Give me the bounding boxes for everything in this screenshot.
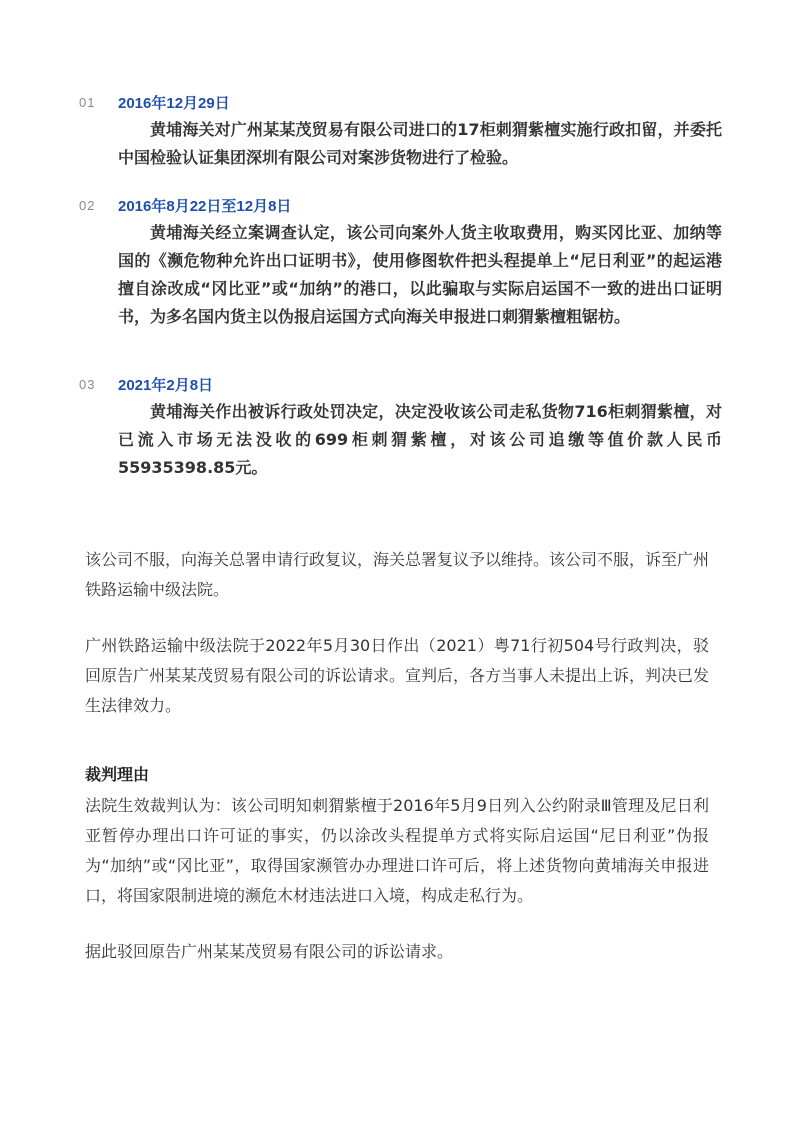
- entry-number: 02: [79, 198, 96, 213]
- reasoning-paragraph: 法院生效裁判认为：该公司明知刺猬紫檀于2016年5月9日列入公约附录Ⅲ管理及尼日利亚暂停办理出口许可证的事实，仍以涂改头程提单方式将实际启运国“尼日利亚”伪报为“加纳”或“冈比亚”，取得国家濒管办办理进口许可后，将上述货物向黄埔海关申报进口，将国家限制进境的濒危木材违法进口入境，构成走私行为。: [85, 796, 709, 905]
- entry-text: 黄埔海关对广州某某茂贸易有限公司进口的17柜刺猬紫檀实施行政扣留，并委托中国检验认证集团深圳有限公司对案涉货物进行了检验。: [118, 120, 722, 167]
- entry-date: 2016年12月29日: [118, 95, 230, 112]
- judgment-paragraph: 广州铁路运输中级法院于2022年5月30日作出（2021）粤71行初504号行政判决，驳回原告广州某某茂贸易有限公司的诉讼请求。宣判后，各方当事人未提出上诉，判决已发生法律效力。: [85, 636, 710, 715]
- entry-text: 黄埔海关经立案调查认定，该公司向案外人货主收取费用，购买冈比亚、加纳等国的《濒危物种允许出口证明书》，使用修图软件把头程提单上“尼日利亚”的起运港擅自涂改成“冈比亚”或“加纳”的港口，以此骗取与实际启运国不一致的进出口证明书，为多名国内货主以伪报启运国方式向海关申报进口刺猬紫檀粗锯枋。: [118, 223, 722, 326]
- entry-number: 03: [79, 377, 96, 392]
- entry-text: 黄埔海关作出被诉行政处罚决定，决定没收该公司走私货物716柜刺猬紫檀，对已流入市场无法没收的699柜刺猬紫檀，对该公司追缴等值价款人民币55935398.85元。: [118, 402, 722, 477]
- appeal-paragraph: 该公司不服，向海关总署申请行政复议，海关总署复议予以维持。该公司不服，诉至广州铁路运输中级法院。: [85, 550, 710, 599]
- conclusion-paragraph: 据此驳回原告广州某某茂贸易有限公司的诉讼请求。: [85, 942, 454, 961]
- entry-number: 01: [79, 95, 96, 110]
- entry-date: 2016年8月22日至12月8日: [118, 198, 292, 215]
- reasoning-title: 裁判理由: [85, 765, 150, 784]
- entry-date: 2021年2月8日: [118, 377, 214, 394]
